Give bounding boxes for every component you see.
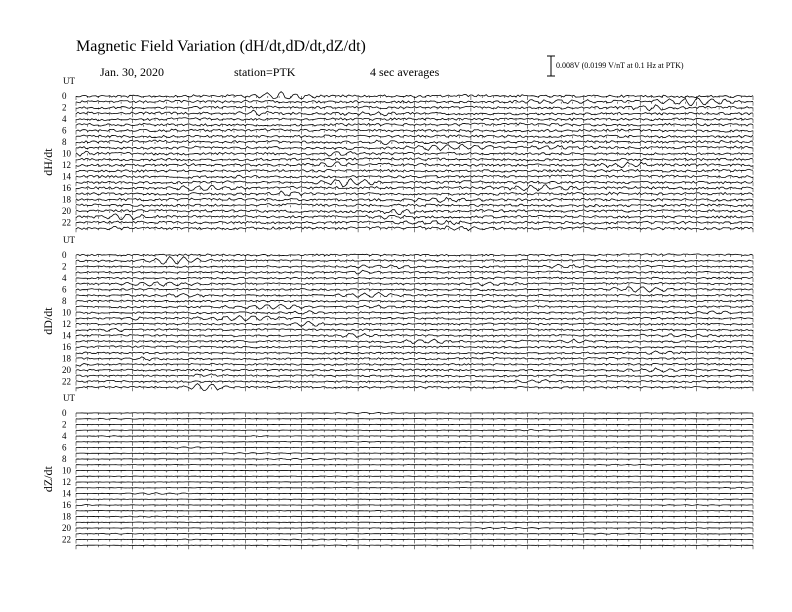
- hour-label: 12: [62, 160, 71, 170]
- hour-label: 8: [62, 454, 67, 464]
- scale-bar: [547, 56, 555, 76]
- minute-ticks: [76, 154, 753, 158]
- ut-label: UT: [63, 76, 75, 86]
- minute-ticks: [76, 228, 753, 232]
- minute-ticks: [76, 387, 753, 391]
- hour-label: 18: [62, 511, 71, 522]
- minute-ticks: [76, 413, 753, 417]
- chart-title: Magnetic Field Variation (dH/dt,dD/dt,dZ/dt): [76, 38, 366, 55]
- y-axis-label: dH/dt: [41, 148, 55, 176]
- minute-ticks: [76, 284, 753, 288]
- minute-ticks: [76, 465, 753, 469]
- minute-ticks: [76, 223, 753, 227]
- hour-label: 14: [62, 330, 71, 341]
- hour-label: 6: [62, 125, 67, 136]
- minute-ticks: [76, 540, 753, 544]
- minute-ticks: [76, 453, 753, 457]
- hour-label: 4: [62, 431, 67, 441]
- hour-label: 14: [62, 171, 71, 182]
- hour-label: 6: [62, 284, 67, 295]
- hour-label: 16: [62, 342, 71, 352]
- hour-label: 0: [62, 250, 67, 260]
- hour-label: 2: [62, 419, 67, 430]
- minute-ticks: [76, 211, 753, 215]
- ut-label: UT: [63, 393, 75, 403]
- minute-ticks: [76, 131, 753, 135]
- minute-ticks: [76, 382, 753, 386]
- ut-label: UT: [63, 235, 75, 245]
- minute-ticks: [76, 159, 753, 163]
- minute-ticks: [76, 359, 753, 363]
- minute-ticks: [76, 200, 753, 204]
- hour-label: 0: [62, 91, 67, 101]
- y-axis-label: dD/dt: [41, 307, 55, 335]
- minute-ticks: [76, 272, 753, 276]
- minute-ticks: [76, 505, 753, 509]
- station-label: station=PTK: [234, 65, 296, 79]
- minute-ticks: [76, 353, 753, 357]
- minute-ticks: [76, 430, 753, 434]
- y-axis-label: dZ/dt: [41, 466, 55, 493]
- minute-ticks: [76, 364, 753, 368]
- minute-ticks: [76, 442, 753, 446]
- minute-ticks: [76, 194, 753, 198]
- minute-ticks: [76, 370, 753, 374]
- minute-ticks: [76, 336, 753, 340]
- minute-ticks: [76, 425, 753, 429]
- minute-ticks: [76, 522, 753, 526]
- hour-label: 4: [62, 273, 67, 283]
- minute-ticks: [76, 108, 753, 112]
- minute-ticks: [76, 471, 753, 475]
- hour-label: 18: [62, 353, 71, 364]
- minute-ticks: [76, 96, 753, 100]
- minute-ticks: [76, 448, 753, 452]
- panel-dZ-dt: [41, 393, 753, 549]
- minute-ticks: [76, 488, 753, 492]
- hour-label: 8: [62, 137, 67, 147]
- minute-ticks: [76, 341, 753, 345]
- minute-ticks: [76, 476, 753, 480]
- hour-label: 12: [62, 477, 71, 487]
- minute-ticks: [76, 102, 753, 106]
- minute-ticks: [76, 482, 753, 486]
- minute-ticks: [76, 545, 753, 549]
- minute-ticks: [76, 267, 753, 271]
- minute-ticks: [76, 205, 753, 209]
- hour-label: 20: [62, 523, 71, 533]
- panel-dD-dt: [41, 235, 753, 391]
- minute-ticks: [76, 318, 753, 322]
- hour-label: 18: [62, 194, 71, 205]
- minute-ticks: [76, 290, 753, 294]
- minute-ticks: [76, 278, 753, 282]
- hour-label: 2: [62, 261, 67, 272]
- hour-label: 16: [62, 500, 71, 510]
- hour-label: 20: [62, 206, 71, 216]
- minute-ticks: [76, 347, 753, 351]
- hour-label: 10: [62, 148, 71, 159]
- panel-dH-dt: [41, 76, 753, 232]
- hour-label: 2: [62, 102, 67, 113]
- minute-ticks: [76, 113, 753, 117]
- hour-label: 16: [62, 183, 71, 193]
- minute-ticks: [76, 330, 753, 334]
- hour-label: 22: [62, 217, 71, 228]
- minute-ticks: [76, 494, 753, 498]
- averaging-label: 4 sec averages: [370, 65, 440, 79]
- minute-ticks: [76, 188, 753, 192]
- minute-ticks: [76, 376, 753, 380]
- minute-ticks: [76, 534, 753, 538]
- minute-ticks: [76, 182, 753, 186]
- date-label: Jan. 30, 2020: [100, 65, 164, 79]
- hour-label: 22: [62, 534, 71, 545]
- hour-label: 0: [62, 408, 67, 418]
- hour-label: 12: [62, 319, 71, 329]
- minute-ticks: [76, 171, 753, 175]
- minute-ticks: [76, 177, 753, 181]
- minute-ticks: [76, 255, 753, 259]
- hour-label: 10: [62, 307, 71, 318]
- minute-ticks: [76, 499, 753, 503]
- scale-label: 0.008V (0.0199 V/nT at 0.1 Hz at PTK): [556, 61, 684, 70]
- minute-ticks: [76, 436, 753, 440]
- hour-label: 4: [62, 114, 67, 124]
- minute-ticks: [76, 217, 753, 221]
- minute-ticks: [76, 324, 753, 328]
- minute-ticks: [76, 419, 753, 423]
- minute-ticks: [76, 295, 753, 299]
- minute-ticks: [76, 125, 753, 129]
- hour-label: 20: [62, 365, 71, 375]
- hour-label: 22: [62, 376, 71, 387]
- hour-label: 8: [62, 296, 67, 306]
- minute-ticks: [76, 528, 753, 532]
- minute-ticks: [76, 313, 753, 317]
- minute-ticks: [76, 307, 753, 311]
- hour-label: 6: [62, 442, 67, 453]
- hour-label: 14: [62, 488, 71, 499]
- minute-ticks: [76, 119, 753, 123]
- minute-ticks: [76, 459, 753, 463]
- hour-label: 10: [62, 465, 71, 476]
- minute-ticks: [76, 136, 753, 140]
- minute-ticks: [76, 301, 753, 305]
- minute-ticks: [76, 148, 753, 152]
- minute-ticks: [76, 142, 753, 146]
- minute-ticks: [76, 517, 753, 521]
- minute-ticks: [76, 165, 753, 169]
- minute-ticks: [76, 511, 753, 515]
